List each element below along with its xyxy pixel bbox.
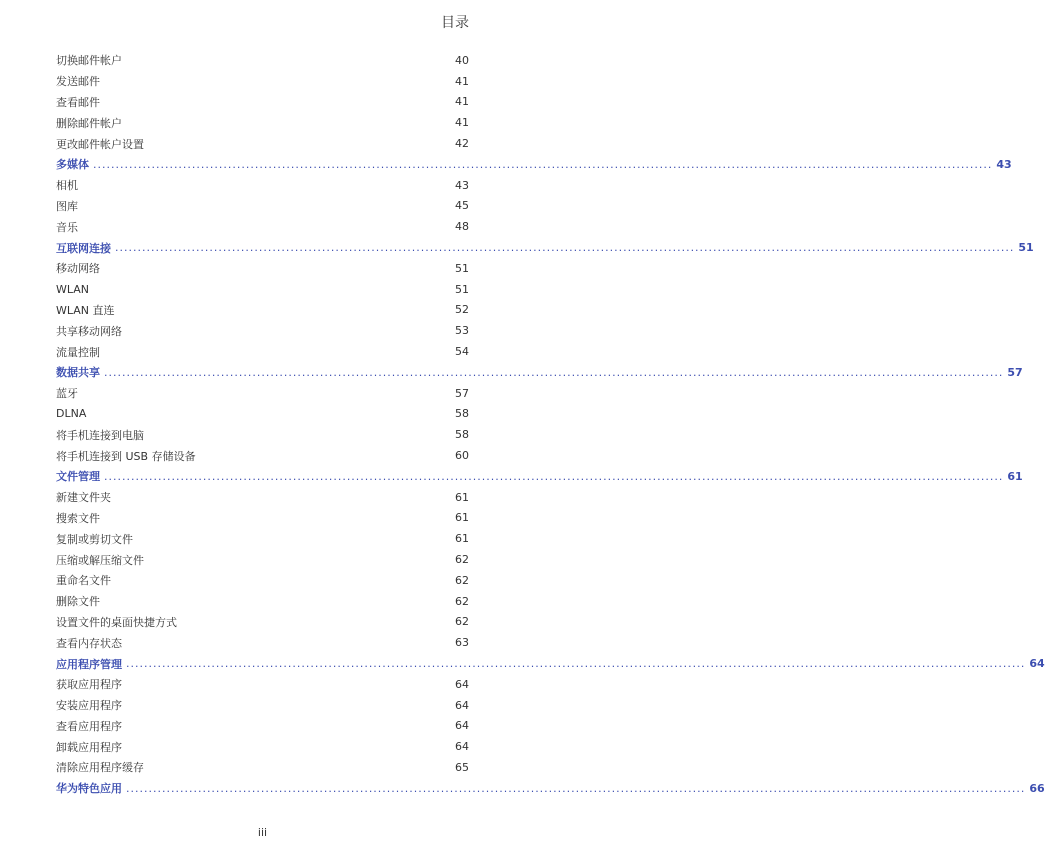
toc-entry[interactable] [56,445,469,466]
toc-entry-page: 40 [455,53,469,67]
toc-entry[interactable] [56,674,469,695]
toc-section-entry[interactable] [56,778,1045,799]
toc-entry-title: 新建文件夹 [56,491,111,505]
toc-entry[interactable] [56,383,469,404]
toc-entry[interactable] [56,404,469,425]
toc-entry-page: 64 [455,740,469,754]
toc-entry[interactable] [56,341,469,362]
toc-entry-page: 43 [996,157,1012,171]
toc-entry-title: 删除文件 [56,595,100,609]
toc-entry-page: 53 [455,324,469,338]
toc-entry[interactable] [56,549,469,570]
toc-entry-page: 61 [455,532,469,546]
toc-entry-page: 52 [455,303,469,317]
toc-entry-page: 64 [455,677,469,691]
toc-entry-title: 数据共享 [56,366,100,380]
toc-entry-title: 相机 [56,179,78,193]
toc-entry-title: 查看内存状态 [56,636,122,650]
toc-entry-title: 重命名文件 [56,574,111,588]
toc-entry-title: 清除应用程序缓存 [56,761,144,775]
toc-entry[interactable] [56,216,469,237]
toc-entry[interactable] [56,612,469,633]
toc-section-entry[interactable] [56,653,1045,674]
toc-entry-title: 图库 [56,199,78,213]
toc-leader-dots: ........................................................................................................................................................................................................ [93,157,993,171]
page-number: iii [257,826,268,839]
toc-entry-title: 删除邮件帐户 [56,116,122,130]
toc-entry-page: 64 [1029,657,1045,670]
toc-entry[interactable] [56,591,469,612]
toc-section-entry[interactable] [56,466,1023,487]
toc-entry-page: 41 [455,74,469,88]
toc-entry[interactable] [56,757,469,778]
toc-entry-page: 57 [455,386,469,400]
toc-entry-page: 51 [455,282,469,296]
toc-entry-page: 61 [1007,469,1023,483]
toc-entry-page: 54 [455,345,469,359]
toc-leader-dots: ........................................................................................................................................................................................................ [104,365,1004,379]
toc-entry-page: 58 [455,407,469,421]
page-title: 目录 [441,15,469,31]
toc-entry[interactable] [56,92,469,113]
toc-entry-title: 获取应用程序 [56,678,122,692]
toc-entry-page: 43 [455,178,469,192]
toc-entry[interactable] [56,112,469,133]
toc-entry-title: 查看邮件 [56,95,100,109]
toc-leader-dots: ........................................................................................................................................................................................................ [126,781,1026,795]
toc-entry[interactable] [56,487,469,508]
toc-entry[interactable] [56,424,469,445]
toc-entry-page: 63 [455,636,469,650]
toc-entry[interactable] [56,528,469,549]
toc-entry-title: 文件管理 [56,470,100,484]
toc-entry[interactable] [56,508,469,529]
toc-entry-title: WLAN [56,282,90,296]
toc-entry-page: 45 [455,199,469,213]
toc-entry-page: 57 [1007,365,1023,379]
toc-entry-page: 62 [455,594,469,608]
toc-entry-title: 卸载应用程序 [56,740,122,754]
toc-entry-title: 共享移动网络 [56,324,122,338]
toc-entry[interactable] [56,632,469,653]
toc-section-entry[interactable] [56,362,1023,383]
toc-entry-title: 发送邮件 [56,75,100,89]
toc-section-entry[interactable] [56,154,1012,175]
toc-entry[interactable] [56,320,469,341]
toc-entry-title: 搜索文件 [56,511,100,525]
toc-entry-page: 61 [455,511,469,525]
toc-entry-page: 62 [455,573,469,587]
toc-entry-page: 65 [455,760,469,774]
toc-entry-page: 61 [455,490,469,504]
toc-entry-title: 将手机连接到电脑 [56,428,144,442]
toc-entry-title: 更改邮件帐户设置 [56,137,144,151]
toc-entry-page: 41 [455,95,469,109]
toc-entry-title: 移动网络 [56,262,100,276]
toc-entry[interactable] [56,716,469,737]
toc-leader-dots: ........................................................................................................................................................................................................ [126,657,1026,670]
toc-entry-title: 华为特色应用 [56,782,122,796]
toc-entry-title: 蓝牙 [56,387,78,401]
toc-entry-title: 复制或剪切文件 [56,532,133,546]
toc-entry-page: 62 [455,615,469,629]
toc-entry-title: 音乐 [56,220,78,234]
toc-entry-title: 多媒体 [56,158,89,172]
toc-entry-title: 流量控制 [56,345,100,359]
toc-entry[interactable] [56,196,469,217]
toc-entry-title: 查看应用程序 [56,719,122,733]
toc-entry[interactable] [56,175,469,196]
toc-entry[interactable] [56,258,469,279]
toc-entry-page: 62 [455,553,469,567]
toc-entry[interactable] [56,279,469,300]
toc-entry[interactable] [56,133,469,154]
toc-entry-title: WLAN 直连 [56,303,115,317]
toc-entry-page: 42 [455,137,469,151]
toc-entry-page: 51 [1018,241,1034,255]
toc-entry-page: 41 [455,116,469,130]
toc-entry-title: DLNA [56,407,87,421]
toc-entry-page: 51 [455,261,469,275]
toc-entry-page: 58 [455,428,469,442]
toc-entry[interactable] [56,736,469,757]
toc-entry-page: 60 [455,449,469,463]
toc-entry-title: 互联网连接 [56,241,111,255]
toc-entry-page: 48 [455,220,469,234]
toc-entry[interactable] [56,300,469,321]
table-of-contents [56,50,1045,799]
toc-leader-dots: ........................................................................................................................................................................................................ [115,241,1015,255]
toc-entry[interactable] [56,570,469,591]
toc-entry[interactable] [56,50,469,71]
toc-entry-title: 将手机连接到 USB 存储设备 [56,449,196,463]
toc-entry[interactable] [56,695,469,716]
toc-entry-page: 64 [455,698,469,712]
toc-entry-page: 64 [455,719,469,733]
toc-entry-title: 应用程序管理 [56,657,122,671]
toc-section-entry[interactable] [56,237,1034,258]
toc-entry-title: 安装应用程序 [56,699,122,713]
toc-leader-dots: ........................................................................................................................................................................................................ [104,469,1004,483]
toc-entry-title: 切换邮件帐户 [56,54,122,68]
toc-entry-title: 设置文件的桌面快捷方式 [56,615,177,629]
toc-entry-page: 66 [1029,781,1045,795]
toc-entry-title: 压缩或解压缩文件 [56,553,144,567]
toc-entry[interactable] [56,71,469,92]
